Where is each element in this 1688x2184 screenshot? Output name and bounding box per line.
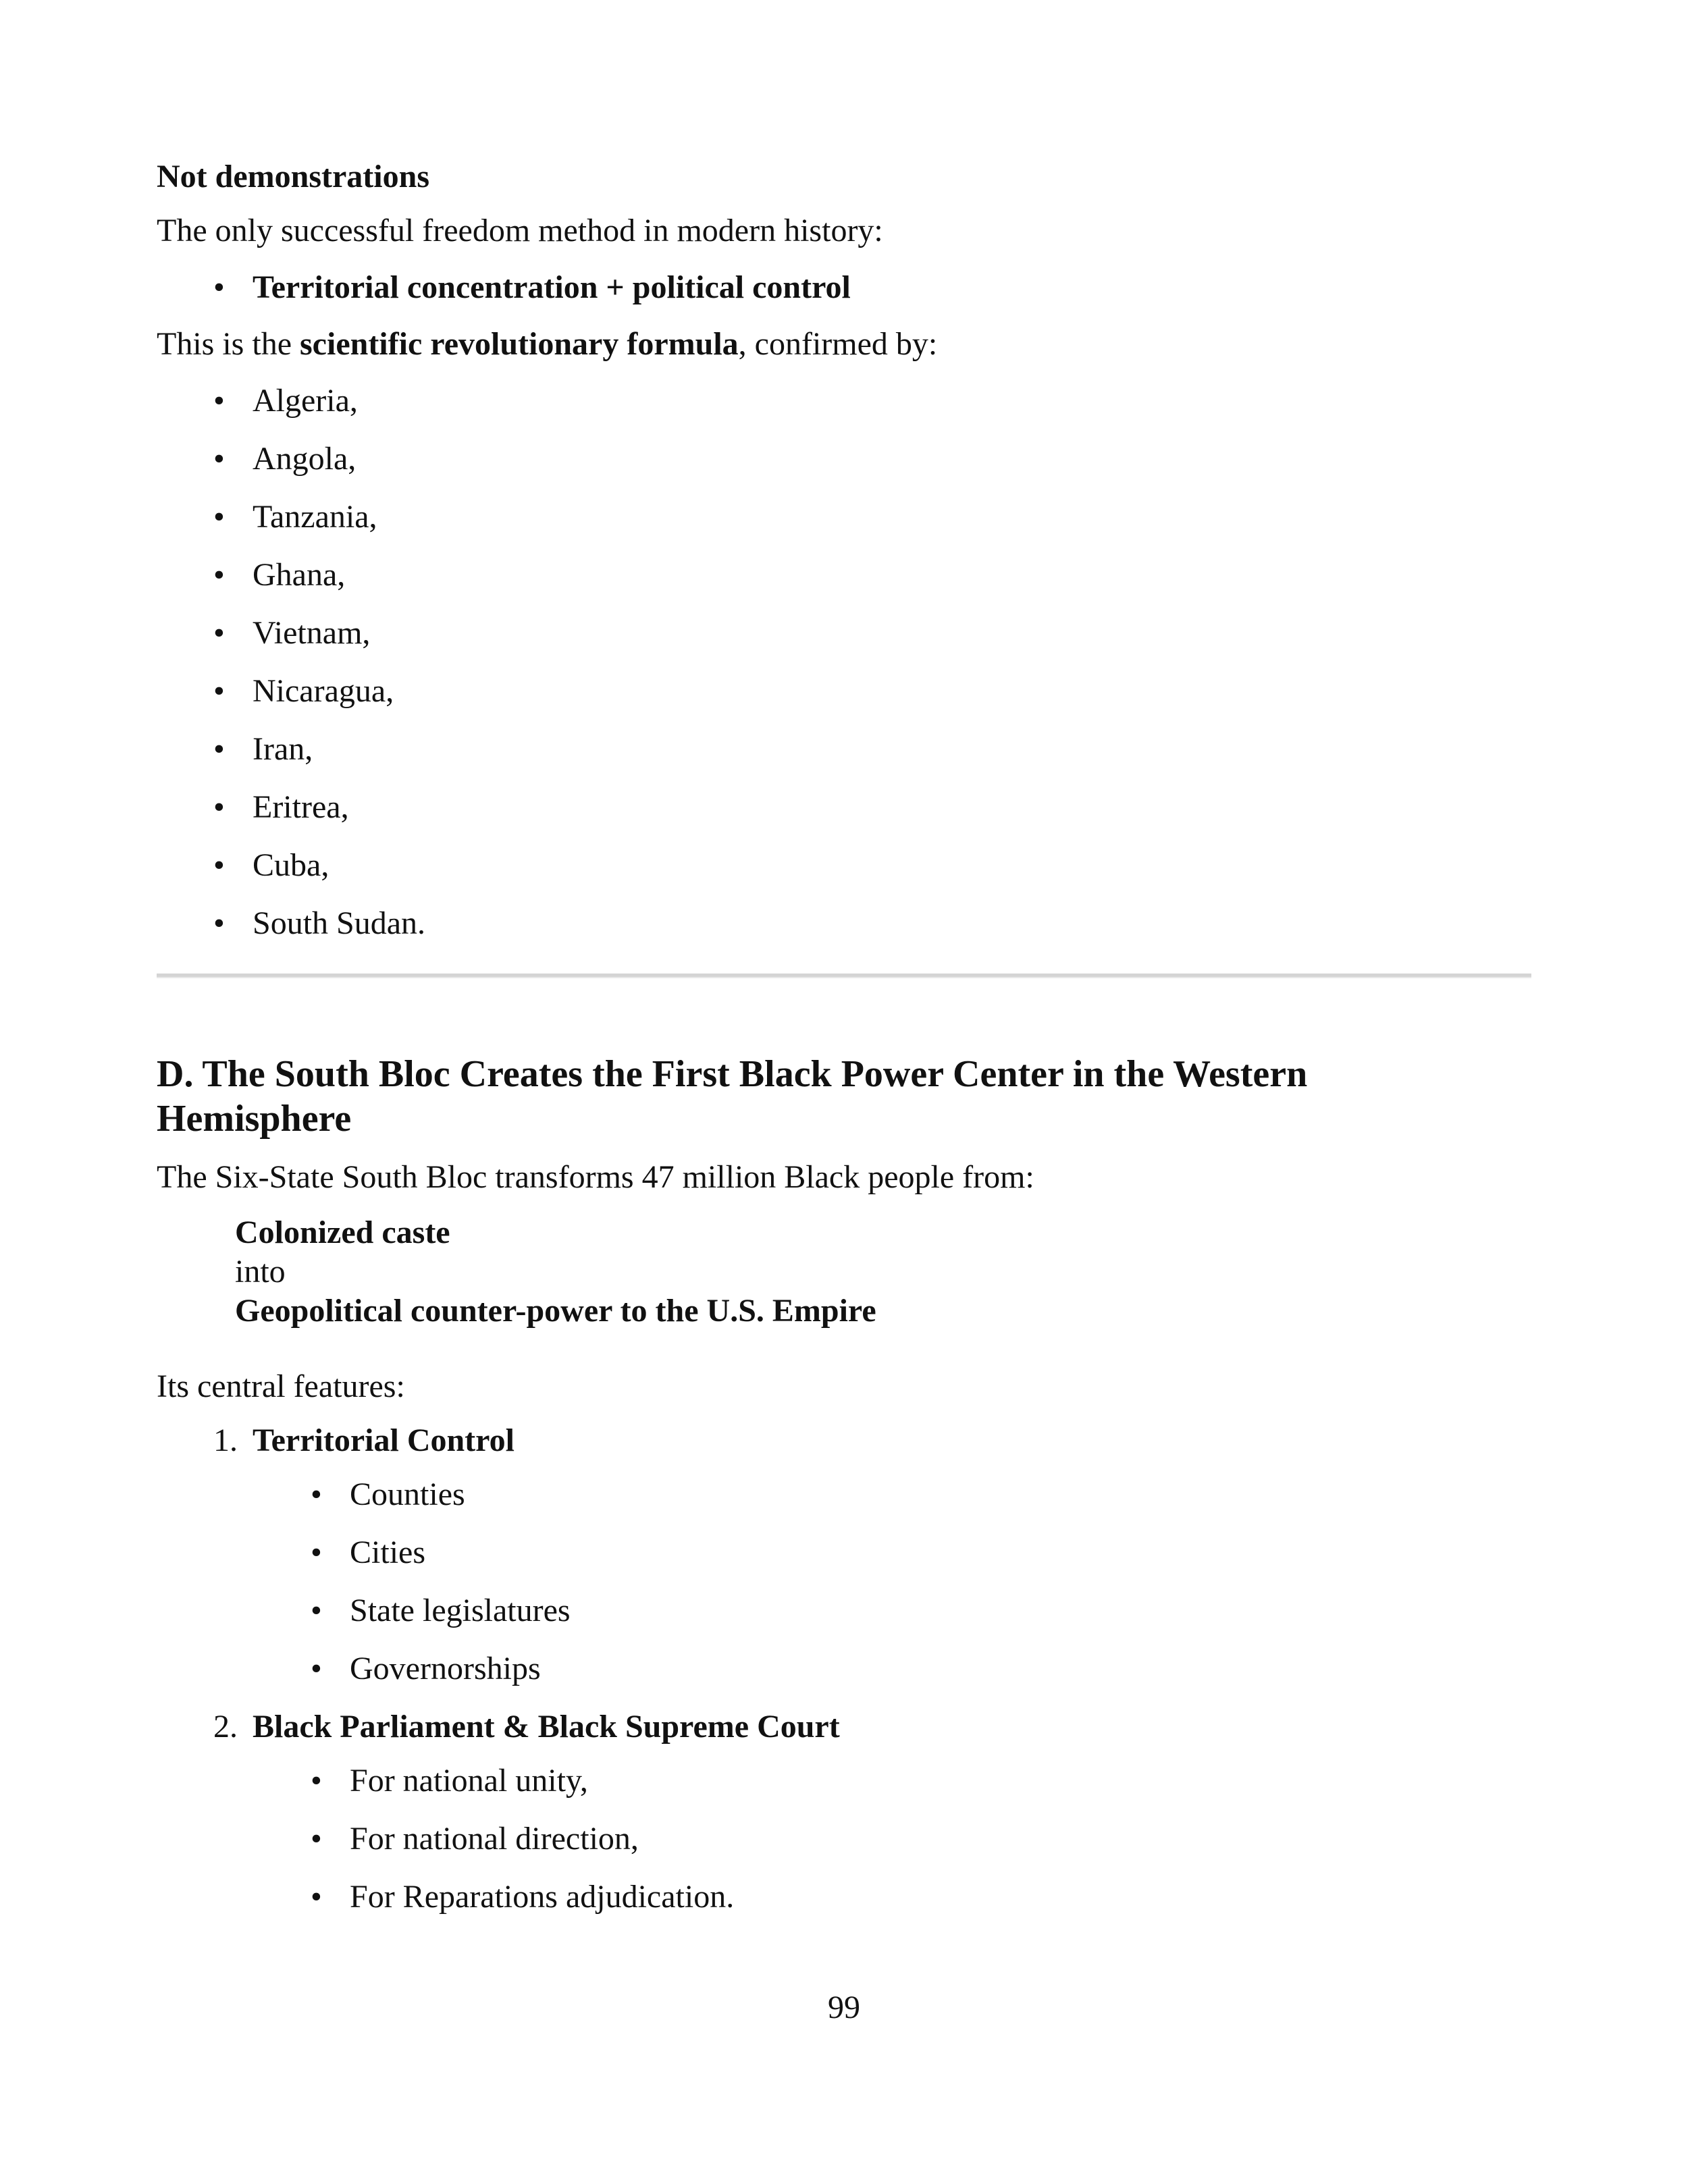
- bullet-glyph: •: [213, 441, 225, 477]
- bullet-glyph: •: [311, 1879, 322, 1915]
- section-heading: D. The South Bloc Creates the First Black Power Center in the Western Hemisphere: [157, 1053, 1308, 1140]
- country-item: Eritrea,: [253, 789, 349, 825]
- transform-to: Geopolitical counter-power to the U.S. Empire: [235, 1293, 876, 1329]
- feature-item: State legislatures: [350, 1593, 571, 1628]
- horizontal-divider: [157, 974, 1531, 978]
- bullet-glyph: •: [311, 1535, 322, 1570]
- bullet-glyph: •: [213, 499, 225, 535]
- formula-sentence-suffix: , confirmed by:: [738, 326, 938, 362]
- feature-item: Cities: [350, 1535, 426, 1570]
- country-item: South Sudan.: [253, 905, 426, 941]
- bullet-glyph: •: [213, 789, 225, 825]
- country-item: Cuba,: [253, 847, 329, 883]
- section-intro: The Six-State South Bloc transforms 47 million Black people from:: [157, 1159, 1034, 1195]
- feature-item: For Reparations adjudication.: [350, 1879, 735, 1915]
- bullet-glyph: •: [213, 905, 225, 941]
- country-item: Algeria,: [253, 383, 358, 419]
- bullet-glyph: •: [213, 269, 225, 305]
- bullet-glyph: •: [311, 1593, 322, 1628]
- formula-sentence: [157, 328, 937, 361]
- bullet-glyph: •: [213, 731, 225, 767]
- feature-item: For national unity,: [350, 1763, 588, 1799]
- country-item: Tanzania,: [253, 499, 377, 535]
- formula-sentence-prefix: This is the: [157, 326, 300, 362]
- transform-from: Colonized caste: [235, 1215, 450, 1250]
- bullet-glyph: •: [213, 615, 225, 651]
- bullet-glyph: •: [311, 1821, 322, 1857]
- country-item: Angola,: [253, 441, 357, 477]
- country-item: Nicaragua,: [253, 673, 394, 709]
- formula-sentence-bold: scientific revolutionary formula: [300, 326, 739, 362]
- feature-title: Territorial Control: [253, 1422, 515, 1458]
- feature-item: For national direction,: [350, 1821, 639, 1857]
- intro-line: The only successful freedom method in modern history:: [157, 213, 883, 248]
- country-item: Vietnam,: [253, 615, 371, 651]
- features-label: Its central features:: [157, 1368, 405, 1404]
- bullet-glyph: •: [311, 1763, 322, 1799]
- formula-bullet: Territorial concentration + political control: [253, 269, 851, 305]
- bullet-glyph: •: [311, 1651, 322, 1686]
- transform-into: into: [235, 1254, 286, 1289]
- feature-number: 1.: [213, 1422, 238, 1458]
- bullet-glyph: •: [213, 673, 225, 709]
- country-item: Ghana,: [253, 557, 346, 593]
- label-not-demonstrations: Not demonstrations: [157, 159, 429, 194]
- feature-number: 2.: [213, 1709, 238, 1744]
- bullet-glyph: •: [213, 557, 225, 593]
- feature-item: Counties: [350, 1476, 465, 1512]
- page-number: 99: [828, 1990, 860, 2025]
- bullet-glyph: •: [311, 1476, 322, 1512]
- country-item: Iran,: [253, 731, 313, 767]
- feature-title: Black Parliament & Black Supreme Court: [253, 1709, 840, 1744]
- bullet-glyph: •: [213, 383, 225, 419]
- feature-item: Governorships: [350, 1651, 541, 1686]
- bullet-glyph: •: [213, 847, 225, 883]
